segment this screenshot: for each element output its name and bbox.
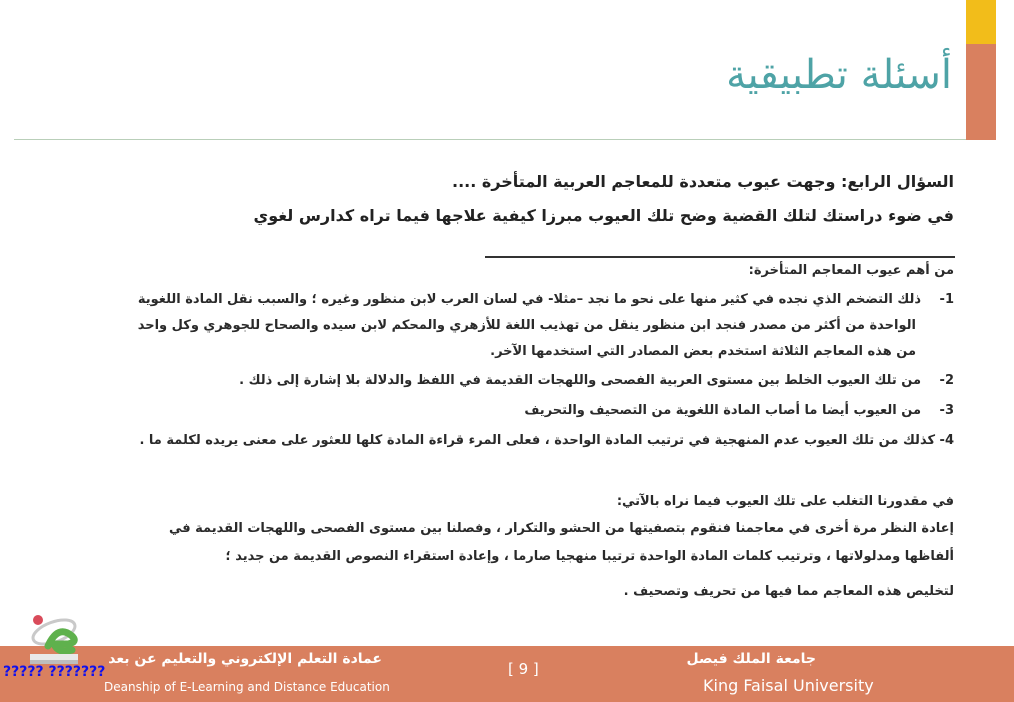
answer-item-1-line-3: من هذه المعاجم الثلاثة استخدم بعض المصادر التي استخدمها الآخر. <box>490 344 916 359</box>
remedy-line-1: إعادة النظر مرة أخرى في معاجمنا فنقوم بتصفيتها من الحشو والتكرار ، وفصلنا بين مستوى الفصحى واللهجات القديمة في <box>168 521 954 536</box>
remedy-line-3: لتخليص هذه المعاجم مما فيها من تحريف وتصحيف . <box>623 584 954 599</box>
accent-bar-orange <box>966 44 996 140</box>
answer-item-4 <box>139 433 954 448</box>
answer-heading: من أهم عيوب المعاجم المتأخرة: <box>748 263 954 278</box>
slide-title: أسئلة تطبيقية <box>726 52 952 98</box>
placeholder-text: ????? ??????? <box>3 664 106 680</box>
question-line-1: السؤال الرابع: وجهت عيوب متعددة للمعاجم العربية المتأخرة .... <box>451 172 954 191</box>
item-number: 4- <box>939 433 954 448</box>
item-number: 3- <box>939 403 954 418</box>
item-text: من تلك العيوب الخلط بين مستوى العربية الفصحى واللهجات القديمة في اللفظ والدلالة بلا إشارة إلى ذلك . <box>239 373 922 388</box>
accent-bar-yellow <box>966 0 996 44</box>
remedy-line-2: ألفاظها ومدلولاتها ، وترتيب كلمات المادة الواحدة ترتيبا منهجيا صارما ، وإعادة استقراء النصوص القديمة من جديد ؛ <box>225 549 954 564</box>
deanship-english: Deanship of E-Learning and Distance Education <box>104 680 390 694</box>
university-english: King Faisal University <box>703 676 874 695</box>
page-number: [ 9 ] <box>508 660 539 678</box>
answer-item-3 <box>524 403 954 418</box>
item-number: 1- <box>939 292 954 307</box>
item-text: كذلك من تلك العيوب عدم المنهجية في ترتيب المادة الواحدة ، فعلى المرء قراءة المادة كلها للعثور على معنى يريده لكلمة ما . <box>139 433 936 448</box>
item-text: من العيوب أيضا ما أصاب المادة اللغوية من التصحيف والتحريف <box>524 403 922 418</box>
answer-item-1-line-2: الواحدة من أكثر من مصدر فنجد ابن منظور ينقل من تهذيب اللغة للأزهري والمحكم لابن سيده والصحاح للجوهري وكل واحد <box>137 318 916 333</box>
item-text: ذلك التضخم الذي نجده في كثير منها على نحو ما نجد –مثلا- في لسان العرب لابن منظور وغيره ؛ والسبب نقل المادة اللغوية <box>137 292 922 307</box>
university-arabic: جامعة الملك فيصل <box>686 651 816 667</box>
title-divider <box>14 139 966 140</box>
item-number: 2- <box>939 373 954 388</box>
deanship-arabic: عمادة التعلم الإلكتروني والتعليم عن بعد <box>108 651 382 667</box>
e-learning-logo-icon <box>24 606 104 670</box>
question-underline <box>485 256 955 258</box>
answer-item-2 <box>239 373 954 388</box>
question-line-2: في ضوء دراستك لتلك القضية وضح تلك العيوب مبرزا كيفية علاجها فيما تراه كدارس لغوي <box>253 206 954 225</box>
remedy-heading: في مقدورنا التغلب على تلك العيوب فيما نراه بالآتي: <box>616 494 954 509</box>
answer-item-1-line-1 <box>138 292 954 307</box>
